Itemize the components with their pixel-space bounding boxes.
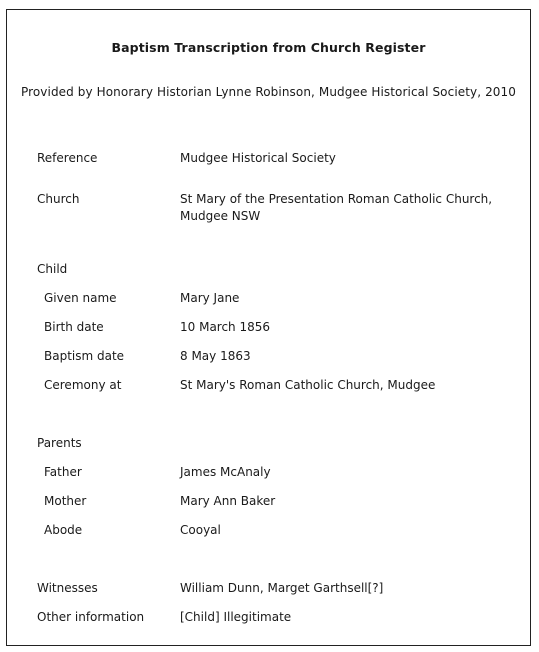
child-heading: Child: [37, 262, 68, 276]
reference-value: Mudgee Historical Society: [180, 151, 336, 165]
church-value-line2: Mudgee NSW: [180, 209, 261, 223]
ceremony-at-label: Ceremony at: [44, 378, 122, 392]
parents-heading: Parents: [37, 436, 82, 450]
baptism-date-label: Baptism date: [44, 349, 125, 363]
witnesses-label: Witnesses: [37, 581, 98, 595]
father-value: James McAnaly: [180, 465, 271, 479]
baptism-date-value: 8 May 1863: [180, 349, 251, 363]
father-label: Father: [44, 465, 82, 479]
abode-label: Abode: [44, 523, 83, 537]
reference-label: Reference: [37, 151, 98, 165]
birth-date-label: Birth date: [44, 320, 104, 334]
church-label: Church: [37, 192, 80, 206]
given-name-value: Mary Jane: [180, 291, 240, 305]
document-frame: [6, 9, 531, 646]
abode-value: Cooyal: [180, 523, 221, 537]
mother-label: Mother: [44, 494, 87, 508]
document-subtitle: Provided by Honorary Historian Lynne Robinson, Mudgee Historical Society, 2010: [20, 85, 517, 99]
other-information-label: Other information: [37, 610, 145, 624]
given-name-label: Given name: [44, 291, 117, 305]
witnesses-value: William Dunn, Marget Garthsell[?]: [180, 581, 384, 595]
document-title: Baptism Transcription from Church Register: [111, 40, 426, 55]
other-information-value: [Child] Illegitimate: [180, 610, 292, 624]
birth-date-value: 10 March 1856: [180, 320, 271, 334]
church-value-line1: St Mary of the Presentation Roman Catholic Church,: [180, 192, 493, 206]
mother-value: Mary Ann Baker: [180, 494, 276, 508]
ceremony-at-value: St Mary's Roman Catholic Church, Mudgee: [180, 378, 436, 392]
